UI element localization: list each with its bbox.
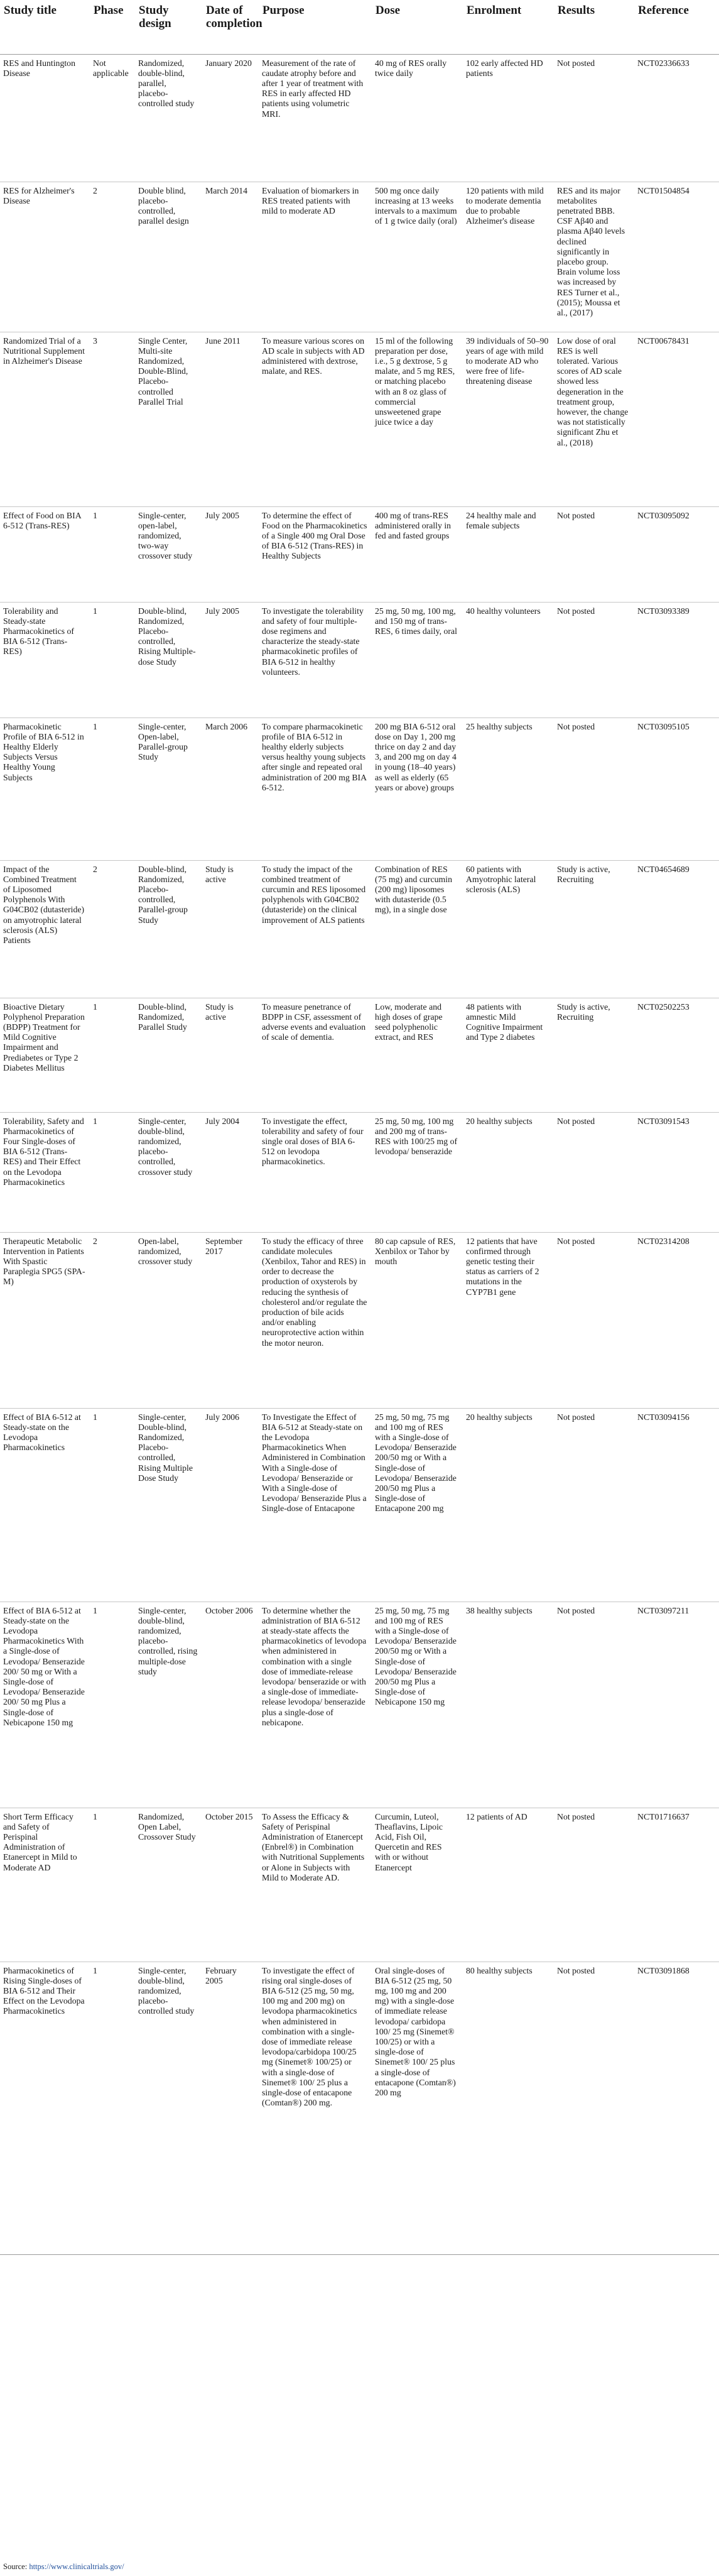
header-results: Results (554, 0, 634, 54)
cell-enrolment: 20 healthy subjects (463, 1408, 554, 1602)
cell-study-title: Short Term Efficacy and Safety of Perispinal Administration of Etanercept in Mild to Moderate AD (0, 1808, 90, 1962)
cell-reference: NCT03091868 (634, 1962, 719, 2254)
cell-dose: 25 mg, 50 mg, 100 mg and 200 mg of trans-RES with 100/25 mg of levodopa/ benserazide (372, 1112, 463, 1232)
cell-phase: 1 (90, 1602, 135, 1808)
cell-enrolment: 12 patients of AD (463, 1808, 554, 1962)
cell-reference: NCT04654689 (634, 860, 719, 998)
cell-phase: 2 (90, 1232, 135, 1408)
cell-date-of-completion: October 2015 (202, 1808, 259, 1962)
cell-study-title: Impact of the Combined Treatment of Liposomed Polyphenols With G04CB02 (dutasteride) on amyotrophic lateral sclerosis (ALS) Patients (0, 860, 90, 998)
cell-reference: NCT01716637 (634, 1808, 719, 1962)
cell-phase: Not applicable (90, 54, 135, 182)
cell-purpose: To investigate the effect, tolerability and safety of four single oral doses of BIA 6-512 on levodopa pharmacokinetics. (259, 1112, 372, 1232)
header-reference: Reference (634, 0, 719, 54)
cell-study-title: RES for Alzheimer's Disease (0, 182, 90, 332)
cell-reference: NCT01504854 (634, 182, 719, 332)
cell-date-of-completion: June 2011 (202, 332, 259, 506)
cell-purpose: To Investigate the Effect of BIA 6-512 at Steady-state on the Levodopa Pharmacokinetics When Administered in Combination With a Single-dose of Levodopa/ Benserazide or With a Single-dose of Levodopa/ Benserazide Plus a Single-dose of Entacapone (259, 1408, 372, 1602)
header-study-design: Study design (135, 0, 202, 54)
cell-dose: 400 mg of trans-RES administered orally in fed and fasted groups (372, 506, 463, 602)
cell-results: Not posted (554, 718, 634, 860)
cell-purpose: To measure various scores on AD scale in subjects with AD administered with dextrose, malate, and RES. (259, 332, 372, 506)
cell-purpose: To measure penetrance of BDPP in CSF, assessment of adverse events and evaluation of scale of dementia. (259, 998, 372, 1112)
cell-reference: NCT03095105 (634, 718, 719, 860)
cell-study-title: Pharmacokinetic Profile of BIA 6-512 in Healthy Elderly Subjects Versus Healthy Young Subjects (0, 718, 90, 860)
cell-purpose: To determine the effect of Food on the Pharmacokinetics of a Single 400 mg Oral Dose of BIA 6-512 (Trans-RES) in Healthy Subjects (259, 506, 372, 602)
cell-study-design: Single-center, Double-blind, Randomized, Placebo-controlled, Rising Multiple Dose Study (135, 1408, 202, 1602)
table-row (0, 998, 719, 1112)
cell-phase: 1 (90, 718, 135, 860)
table-row (0, 1602, 719, 1808)
cell-reference: NCT03097211 (634, 1602, 719, 1808)
cell-dose: Oral single-doses of BIA 6-512 (25 mg, 50 mg, 100 mg and 200 mg) with a single-dose of immediate release levodopa/ carbidopa 100/ 25 mg (Sinemet® 100/25) or with a single-dose of Sinemet® 100/ 25 plus a single-dose of entacapone (Comtan®) 200 mg (372, 1962, 463, 2254)
cell-dose: Low, moderate and high doses of grape seed polyphenolic extract, and RES (372, 998, 463, 1112)
cell-date-of-completion: Study is active (202, 998, 259, 1112)
cell-results: Not posted (554, 1232, 634, 1408)
cell-date-of-completion: March 2006 (202, 718, 259, 860)
table-row (0, 602, 719, 718)
cell-phase: 2 (90, 860, 135, 998)
cell-purpose: Measurement of the rate of caudate atrophy before and after 1 year of treatment with RES in early affected HD patients using volumetric MRI. (259, 54, 372, 182)
cell-study-title: RES and Huntington Disease (0, 54, 90, 182)
cell-study-title: Effect of BIA 6-512 at Steady-state on the Levodopa Pharmacokinetics With a Single-dose of Levodopa/ Benserazide 200/ 50 mg or With a Single-dose of Levodopa/ Benserazide 200/ 50 mg Plus a Single-dose of Nebicapone 150 mg (0, 1602, 90, 1808)
header-enrolment: Enrolment (463, 0, 554, 54)
cell-purpose: To study the impact of the combined treatment of curcumin and RES liposomed polyphenols with G04CB02 (dutasteride) on the clinical improvement of ALS patients (259, 860, 372, 998)
table-row (0, 506, 719, 602)
table-row (0, 718, 719, 860)
cell-results: Not posted (554, 1962, 634, 2254)
cell-enrolment: 12 patients that have confirmed through genetic testing their status as carriers of 2 mutations in the CYP7B1 gene (463, 1232, 554, 1408)
cell-phase: 1 (90, 1962, 135, 2254)
cell-date-of-completion: January 2020 (202, 54, 259, 182)
header-purpose: Purpose (259, 0, 372, 54)
cell-results: Low dose of oral RES is well tolerated. Various scores of AD scale showed less degeneration in the treatment group, however, the change was not statistically significant Zhu et al., (2018) (554, 332, 634, 506)
cell-study-design: Randomized, double-blind, parallel, placebo-controlled study (135, 54, 202, 182)
cell-results: Not posted (554, 54, 634, 182)
cell-date-of-completion: July 2004 (202, 1112, 259, 1232)
cell-purpose: To compare pharmacokinetic profile of BIA 6-512 in healthy elderly subjects versus healthy young subjects after single and repeated oral administration of 200 mg BIA 6-512. (259, 718, 372, 860)
table-row (0, 860, 719, 998)
cell-dose: Curcumin, Luteol, Theaflavins, Lipoic Acid, Fish Oil, Quercetin and RES with or without Etanercept (372, 1808, 463, 1962)
cell-study-title: Bioactive Dietary Polyphenol Preparation (BDPP) Treatment for Mild Cognitive Impairment and Prediabetes or Type 2 Diabetes Mellitus (0, 998, 90, 1112)
cell-study-design: Double-blind, Randomized, Placebo-controlled, Rising Multiple-dose Study (135, 602, 202, 718)
table-row (0, 1112, 719, 1232)
cell-study-design: Single-center, double-blind, randomized, placebo-controlled, rising multiple-dose study (135, 1602, 202, 1808)
cell-study-design: Single-center, double-blind, randomized, placebo-controlled study (135, 1962, 202, 2254)
table-row (0, 1962, 719, 2254)
cell-enrolment: 60 patients with Amyotrophic lateral sclerosis (ALS) (463, 860, 554, 998)
cell-results: Not posted (554, 1602, 634, 1808)
cell-reference: NCT03095092 (634, 506, 719, 602)
cell-dose: 500 mg once daily increasing at 13 weeks intervals to a maximum of 1 g twice daily (oral) (372, 182, 463, 332)
cell-reference: NCT02314208 (634, 1232, 719, 1408)
cell-study-title: Tolerability and Steady-state Pharmacokinetics of BIA 6-512 (Trans-RES) (0, 602, 90, 718)
cell-dose: 25 mg, 50 mg, 100 mg, and 150 mg of trans-RES, 6 times daily, oral (372, 602, 463, 718)
cell-date-of-completion: March 2014 (202, 182, 259, 332)
cell-enrolment: 39 individuals of 50–90 years of age with mild to moderate AD who were free of life-threatening disease (463, 332, 554, 506)
cell-study-title: Effect of Food on BIA 6-512 (Trans-RES) (0, 506, 90, 602)
cell-enrolment: 102 early affected HD patients (463, 54, 554, 182)
cell-reference: NCT02502253 (634, 998, 719, 1112)
cell-date-of-completion: July 2005 (202, 506, 259, 602)
header-study-title: Study title (0, 0, 90, 54)
cell-dose: 40 mg of RES orally twice daily (372, 54, 463, 182)
cell-study-title: Randomized Trial of a Nutritional Supplement in Alzheimer's Disease (0, 332, 90, 506)
cell-enrolment: 20 healthy subjects (463, 1112, 554, 1232)
cell-reference: NCT03094156 (634, 1408, 719, 1602)
cell-enrolment: 48 patients with amnestic Mild Cognitive Impairment and Type 2 diabetes (463, 998, 554, 1112)
cell-purpose: To investigate the tolerability and safety of four multiple-dose regimens and characterize the steady-state pharmacokinetic profiles of BIA 6-512 in healthy volunteers. (259, 602, 372, 718)
header-dose: Dose (372, 0, 463, 54)
cell-results: RES and its major metabolites penetrated BBB. CSF Aβ40 and plasma Aβ40 levels declined significantly in placebo group. Brain volume loss was increased by RES Turner et al., (2015); Moussa et al., (2017) (554, 182, 634, 332)
cell-results: Not posted (554, 1808, 634, 1962)
cell-phase: 1 (90, 1408, 135, 1602)
cell-reference: NCT02336633 (634, 54, 719, 182)
cell-results: Not posted (554, 602, 634, 718)
cell-results: Study is active, Recruiting (554, 998, 634, 1112)
cell-study-design: Single-center, double-blind, randomized, placebo-controlled, crossover study (135, 1112, 202, 1232)
cell-results: Study is active, Recruiting (554, 860, 634, 998)
cell-study-design: Randomized, Open Label, Crossover Study (135, 1808, 202, 1962)
cell-enrolment: 24 healthy male and female subjects (463, 506, 554, 602)
cell-date-of-completion: September 2017 (202, 1232, 259, 1408)
cell-study-design: Single-center, open-label, randomized, two-way crossover study (135, 506, 202, 602)
cell-purpose: To determine whether the administration of BIA 6-512 at steady-state affects the pharmacokinetics of levodopa when administered in combination with a single dose of immediate-release levodopa/ benserazide or with a single-dose of immediate-release levodopa/ benserazide plus a single-dose of nebicapone. (259, 1602, 372, 1808)
cell-enrolment: 80 healthy subjects (463, 1962, 554, 2254)
cell-phase: 1 (90, 602, 135, 718)
cell-dose: 80 cap capsule of RES, Xenbilox or Tahor by mouth (372, 1232, 463, 1408)
cell-dose: 25 mg, 50 mg, 75 mg and 100 mg of RES with a Single-dose of Levodopa/ Benserazide 200/50 mg or With a Single-dose of Levodopa/ Benserazide 200/50 mg Plus a Single-dose of Entacapone 200 mg (372, 1408, 463, 1602)
cell-phase: 3 (90, 332, 135, 506)
cell-phase: 1 (90, 506, 135, 602)
cell-study-design: Single-center, Open-label, Parallel-group Study (135, 718, 202, 860)
table-header (0, 0, 719, 54)
cell-reference: NCT03093389 (634, 602, 719, 718)
cell-study-design: Double blind, placebo-controlled, parallel design (135, 182, 202, 332)
header-date-of-completion: Date of completion (202, 0, 259, 54)
cell-date-of-completion: July 2006 (202, 1408, 259, 1602)
cell-phase: 1 (90, 1112, 135, 1232)
cell-study-title: Effect of BIA 6-512 at Steady-state on the Levodopa Pharmacokinetics (0, 1408, 90, 1602)
cell-date-of-completion: February 2005 (202, 1962, 259, 2254)
cell-enrolment: 40 healthy volunteers (463, 602, 554, 718)
cell-dose: Combination of RES (75 mg) and curcumin (200 mg) liposomes with dutasteride (0.5 mg), in a single dose (372, 860, 463, 998)
cell-enrolment: 25 healthy subjects (463, 718, 554, 860)
table-row (0, 1408, 719, 1602)
cell-date-of-completion: October 2006 (202, 1602, 259, 1808)
cell-purpose: To study the efficacy of three candidate molecules (Xenbilox, Tahor and RES) in order to decrease the production of oxysterols by reducing the synthesis of cholesterol and/or regulate the production of bile acids and/or enabling neuroprotective action within the motor neuron. (259, 1232, 372, 1408)
cell-purpose: To investigate the effect of rising oral single-doses of BIA 6-512 (25 mg, 50 mg, 100 mg and 200 mg) on levodopa pharmacokinetics when administered in combination with a single-dose of immediate release levodopa/carbidopa 100/25 mg (Sinemet® 100/25) or with a single-dose of Sinemet® 100/ 25 plus a single-dose of entacapone (Comtan®) 200 mg. (259, 1962, 372, 2254)
cell-study-title: Tolerability, Safety and Pharmacokinetics of Four Single-doses of BIA 6-512 (Trans-RES) and Their Effect on the Levodopa Pharmacokinetics (0, 1112, 90, 1232)
cell-date-of-completion: Study is active (202, 860, 259, 998)
table-body (0, 54, 719, 2254)
cell-study-design: Double-blind, Randomized, Placebo-controlled, Parallel-group Study (135, 860, 202, 998)
cell-study-design: Single Center, Multi-site Randomized, Double-Blind, Placebo-controlled Parallel Trial (135, 332, 202, 506)
table-row (0, 182, 719, 332)
cell-purpose: Evaluation of biomarkers in RES treated patients with mild to moderate AD (259, 182, 372, 332)
table-row (0, 332, 719, 506)
table-row (0, 1232, 719, 1408)
cell-results: Not posted (554, 1112, 634, 1232)
cell-phase: 2 (90, 182, 135, 332)
cell-results: Not posted (554, 1408, 634, 1602)
cell-reference: NCT00678431 (634, 332, 719, 506)
cell-dose: 25 mg, 50 mg, 75 mg and 100 mg of RES with a Single-dose of Levodopa/ Benserazide 200/50 mg or With a Single-dose of Levodopa/ Benserazide 200/50 mg Plus a Single-dose of Nebicapone 150 mg (372, 1602, 463, 1808)
cell-phase: 1 (90, 998, 135, 1112)
header-row (0, 0, 719, 54)
cell-purpose: To Assess the Efficacy & Safety of Perispinal Administration of Etanercept (Enbrel®) in Combination with Nutritional Supplements or Alone in Subjects with Mild to Moderate AD. (259, 1808, 372, 1962)
header-phase: Phase (90, 0, 135, 54)
cell-phase: 1 (90, 1808, 135, 1962)
source-link[interactable]: https://www.clinicaltrials.gov/ (29, 2562, 124, 2571)
cell-study-title: Therapeutic Metabolic Intervention in Patients With Spastic Paraplegia SPG5 (SPA-M) (0, 1232, 90, 1408)
cell-study-design: Double-blind, Randomized, Parallel Study (135, 998, 202, 1112)
source-note (3, 2562, 124, 2572)
cell-reference: NCT03091543 (634, 1112, 719, 1232)
source-label: Source: (3, 2562, 30, 2571)
table-row (0, 1808, 719, 1962)
cell-dose: 200 mg BIA 6-512 oral dose on Day 1, 200 mg thrice on day 2 and day 3, and 200 mg on day 4 in young (18–40 years) as well as elderly (65 years or above) groups (372, 718, 463, 860)
cell-study-title: Pharmacokinetics of Rising Single-doses of BIA 6-512 and Their Effect on the Levodopa Pharmacokinetics (0, 1962, 90, 2254)
cell-date-of-completion: July 2005 (202, 602, 259, 718)
cell-results: Not posted (554, 506, 634, 602)
cell-enrolment: 38 healthy subjects (463, 1602, 554, 1808)
cell-dose: 15 ml of the following preparation per dose, i.e., 5 g dextrose, 5 g malate, and 5 mg RES, or matching placebo with an 8 oz glass of commercial unsweetened grape juice twice a day (372, 332, 463, 506)
table-row (0, 54, 719, 182)
cell-study-design: Open-label, randomized, crossover study (135, 1232, 202, 1408)
cell-enrolment: 120 patients with mild to moderate dementia due to probable Alzheimer's disease (463, 182, 554, 332)
